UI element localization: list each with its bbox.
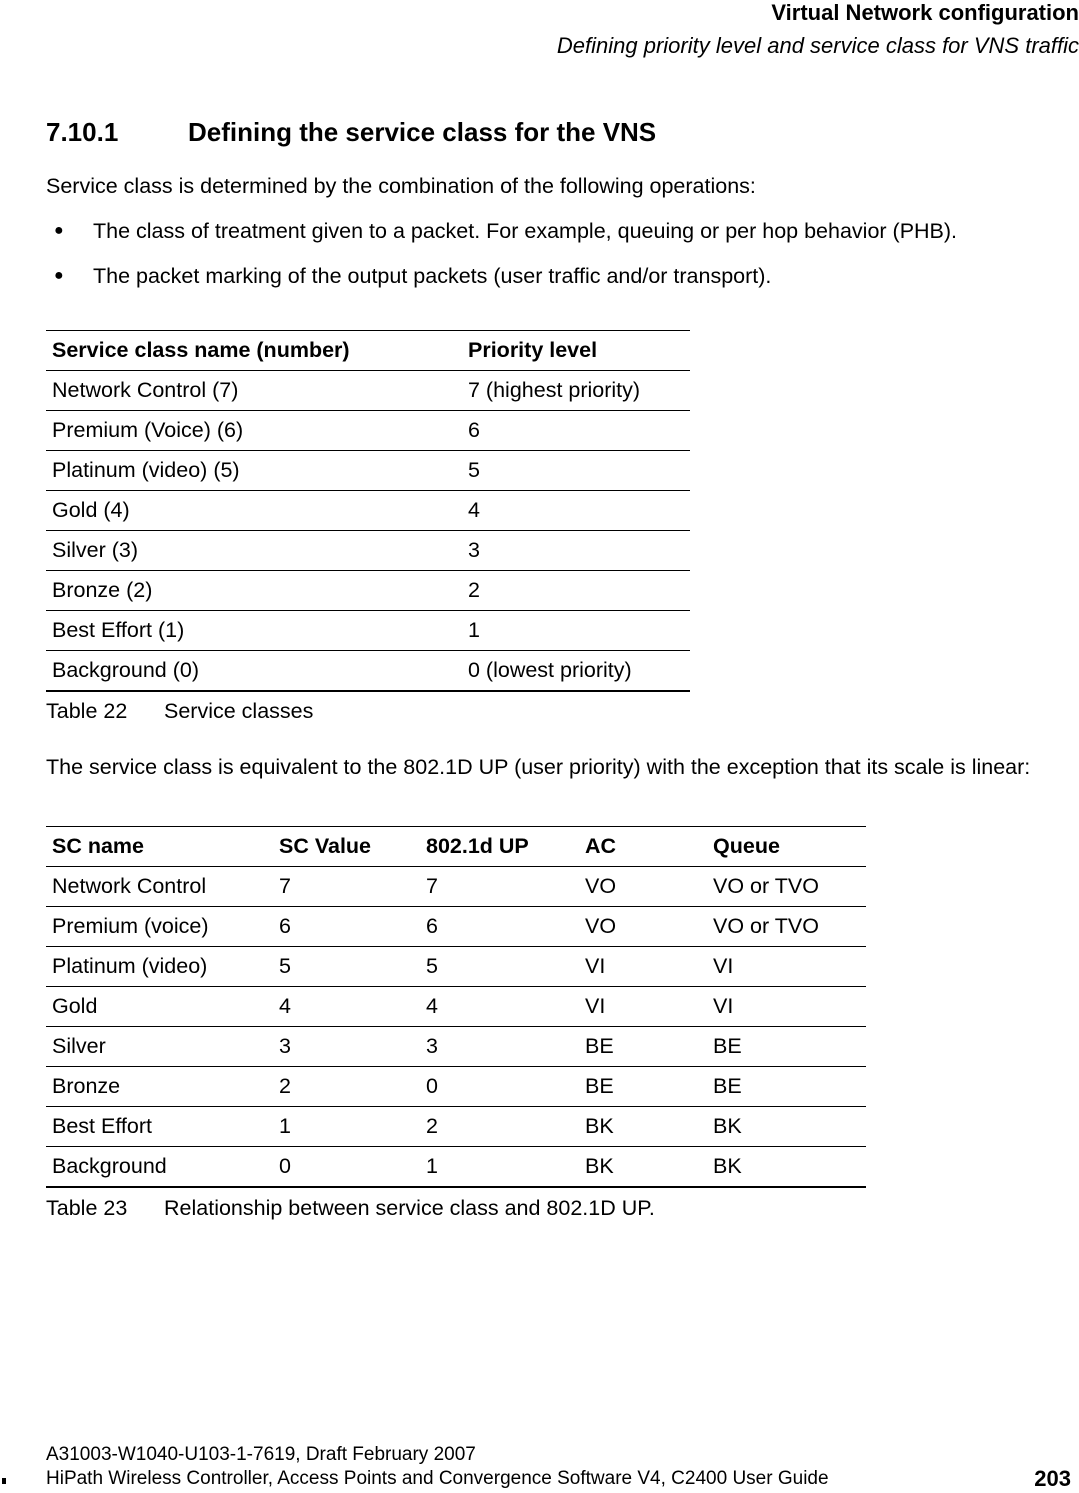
- margin-mark: [2, 1478, 6, 1484]
- table-cell: 3: [420, 1027, 579, 1067]
- table-row: [46, 1067, 866, 1107]
- table-cell: VI: [707, 987, 866, 1027]
- table-cell: Platinum (video): [46, 947, 273, 987]
- table-row: [46, 571, 690, 611]
- table-cell: 0: [273, 1147, 420, 1188]
- table-cell: 5: [462, 451, 690, 491]
- table-cell: 4: [273, 987, 420, 1027]
- table-cell: 3: [462, 531, 690, 571]
- table-cell: 1: [462, 611, 690, 651]
- table-cell: BE: [707, 1067, 866, 1107]
- table-cell: BE: [579, 1027, 707, 1067]
- table-cell: Network Control (7): [46, 371, 462, 411]
- intro-paragraph: Service class is determined by the combination of the following operations:: [46, 174, 756, 198]
- column-header: SC name: [46, 827, 273, 867]
- service-classes-table: [46, 330, 690, 692]
- table-row: [46, 611, 690, 651]
- bullet-text: The packet marking of the output packets (user traffic and/or transport).: [93, 264, 772, 288]
- section-title: Defining the service class for the VNS: [188, 117, 657, 147]
- table-cell: 4: [420, 987, 579, 1027]
- table-cell: 5: [420, 947, 579, 987]
- table-cell: 2: [462, 571, 690, 611]
- table-caption: [46, 1196, 655, 1221]
- table-cell: 3: [273, 1027, 420, 1067]
- table-cell: Best Effort (1): [46, 611, 462, 651]
- column-header: Service class name (number): [46, 331, 462, 371]
- table-cell: BK: [579, 1147, 707, 1188]
- column-header: 802.1d UP: [420, 827, 579, 867]
- caption-text: Relationship between service class and 802.1D UP.: [164, 1196, 655, 1220]
- table-cell: VO or TVO: [707, 867, 866, 907]
- column-header: AC: [579, 827, 707, 867]
- table-cell: BK: [707, 1107, 866, 1147]
- table-cell: 1: [420, 1147, 579, 1188]
- table-cell: Background: [46, 1147, 273, 1188]
- table-cell: Bronze (2): [46, 571, 462, 611]
- running-header-title: Virtual Network configuration: [771, 0, 1079, 25]
- table-cell: 5: [273, 947, 420, 987]
- table-cell: 7: [273, 867, 420, 907]
- table-cell: 0: [420, 1067, 579, 1107]
- table-row: [46, 411, 690, 451]
- table-cell: VO: [579, 867, 707, 907]
- table-cell: 2: [420, 1107, 579, 1147]
- table-cell: VI: [579, 947, 707, 987]
- caption-number: Table 22: [46, 699, 128, 723]
- table-cell: BE: [707, 1027, 866, 1067]
- running-header-subtitle: Defining priority level and service class for VNS traffic: [556, 33, 1079, 58]
- table-cell: Silver: [46, 1027, 273, 1067]
- middle-paragraph: The service class is equivalent to the 802.1D UP (user priority) with the exception that its scale is linear:: [46, 755, 1031, 779]
- footer-doc-title: HiPath Wireless Controller, Access Points and Convergence Software V4, C2400 User Guide: [46, 1468, 829, 1489]
- table-row: [46, 1147, 866, 1188]
- table-cell: VI: [579, 987, 707, 1027]
- table-cell: 0 (lowest priority): [462, 651, 690, 692]
- caption-number: Table 23: [46, 1196, 128, 1220]
- table-header-row: [46, 827, 866, 867]
- table-cell: Premium (voice): [46, 907, 273, 947]
- page-number: 203: [1034, 1466, 1071, 1491]
- table-row: [46, 867, 866, 907]
- table-row: [46, 651, 690, 692]
- table-cell: BK: [707, 1147, 866, 1188]
- table-row: [46, 491, 690, 531]
- table-cell: 2: [273, 1067, 420, 1107]
- bullet-icon: ●: [54, 222, 64, 239]
- table-cell: Best Effort: [46, 1107, 273, 1147]
- table-row: [46, 1107, 866, 1147]
- table-row: [46, 531, 690, 571]
- footer-doc-id: A31003-W1040-U103-1-7619, Draft February 2007: [46, 1444, 476, 1465]
- table-cell: VI: [707, 947, 866, 987]
- table-row: [46, 987, 866, 1027]
- table-header-row: [46, 331, 690, 371]
- table-cell: Bronze: [46, 1067, 273, 1107]
- table-cell: Background (0): [46, 651, 462, 692]
- caption-text: Service classes: [164, 699, 314, 723]
- section-number: 7.10.1: [46, 117, 119, 147]
- table-cell: 4: [462, 491, 690, 531]
- table-cell: 7 (highest priority): [462, 371, 690, 411]
- table-cell: 6: [420, 907, 579, 947]
- column-header: Priority level: [462, 331, 690, 371]
- column-header: SC Value: [273, 827, 420, 867]
- table-cell: 6: [273, 907, 420, 947]
- column-header: Queue: [707, 827, 866, 867]
- table-cell: BK: [579, 1107, 707, 1147]
- table-row: [46, 1027, 866, 1067]
- table-row: [46, 947, 866, 987]
- service-class-mapping-table: [46, 826, 866, 1188]
- table-cell: BE: [579, 1067, 707, 1107]
- table-cell: Platinum (video) (5): [46, 451, 462, 491]
- table-row: [46, 371, 690, 411]
- table-cell: VO or TVO: [707, 907, 866, 947]
- table-row: [46, 907, 866, 947]
- table-caption: [46, 699, 313, 724]
- bullet-icon: ●: [54, 267, 64, 284]
- table-cell: Silver (3): [46, 531, 462, 571]
- bullet-text: The class of treatment given to a packet. For example, queuing or per hop behavior (PHB).: [93, 219, 958, 243]
- table-cell: Gold: [46, 987, 273, 1027]
- table-cell: 7: [420, 867, 579, 907]
- table-row: [46, 451, 690, 491]
- table-cell: 1: [273, 1107, 420, 1147]
- table-cell: Gold (4): [46, 491, 462, 531]
- table-cell: Premium (Voice) (6): [46, 411, 462, 451]
- table-cell: VO: [579, 907, 707, 947]
- table-cell: 6: [462, 411, 690, 451]
- table-cell: Network Control: [46, 867, 273, 907]
